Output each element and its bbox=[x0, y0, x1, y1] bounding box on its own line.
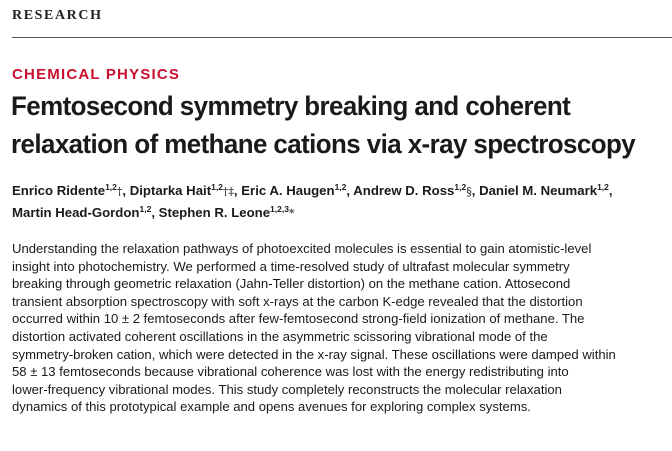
abstract-line: 58 ± 13 femtoseconds because vibrational coherence was lost with the energy redistributing into bbox=[12, 364, 569, 380]
author-line bbox=[12, 202, 662, 224]
abstract-line: transient absorption spectroscopy with soft x-rays at the carbon K-edge revealed that the distortion bbox=[12, 293, 583, 309]
header-divider bbox=[12, 37, 672, 38]
title-line: Femtosecond symmetry breaking and coherent bbox=[11, 91, 571, 121]
abstract-line: occurred within 10 ± 2 femtoseconds after few-femtosecond strong-field ionization of methane. The bbox=[12, 311, 585, 327]
author: Diptarka Hait$^{1,2}$†‡, bbox=[129, 182, 238, 198]
abstract bbox=[12, 240, 672, 416]
author: Eric A. Haugen$^{1,2}$, bbox=[241, 182, 351, 198]
author: Enrico Ridente$^{1,2}$†, bbox=[12, 182, 127, 198]
abstract-line: lower-frequency vibrational modes. This study completely reconstructs the molecular relaxation bbox=[12, 381, 562, 397]
author-line bbox=[12, 180, 662, 202]
section-label: RESEARCH bbox=[12, 8, 103, 23]
author: Stephen R. Leone$^{1,2,3}$* bbox=[158, 204, 295, 220]
abstract-line: insight into photochemistry. We performed a time-resolved study of ultrafast molecular symmetry bbox=[12, 258, 570, 274]
article-title bbox=[11, 87, 645, 163]
abstract-line: symmetry-broken cation, which were detected in the x-ray signal. These oscillations were damped within bbox=[12, 346, 616, 362]
category-label: CHEMICAL PHYSICS bbox=[12, 66, 181, 83]
abstract-line: Understanding the relaxation pathways of photoexcited molecules is essential to gain atomistic-level bbox=[12, 241, 592, 256]
author: Martin Head-Gordon$^{1,2}$, bbox=[12, 204, 155, 220]
title-line: relaxation of methane cations via x-ray spectroscopy bbox=[11, 129, 636, 159]
author: Andrew D. Ross$^{1,2}$§, bbox=[353, 182, 476, 198]
abstract-line: distortion activated coherent oscillations in the asymmetric scissoring vibrational mode of the bbox=[12, 328, 548, 344]
author: Daniel M. Neumark$^{1,2}$, bbox=[479, 182, 613, 198]
abstract-line: breaking through geometric relaxation (Jahn-Teller distortion) on the methane cation. Attosecond bbox=[12, 276, 571, 292]
author-list bbox=[12, 180, 662, 224]
abstract-line: dynamics of this prototypical example and opens avenues for exploring complex systems. bbox=[12, 399, 531, 415]
